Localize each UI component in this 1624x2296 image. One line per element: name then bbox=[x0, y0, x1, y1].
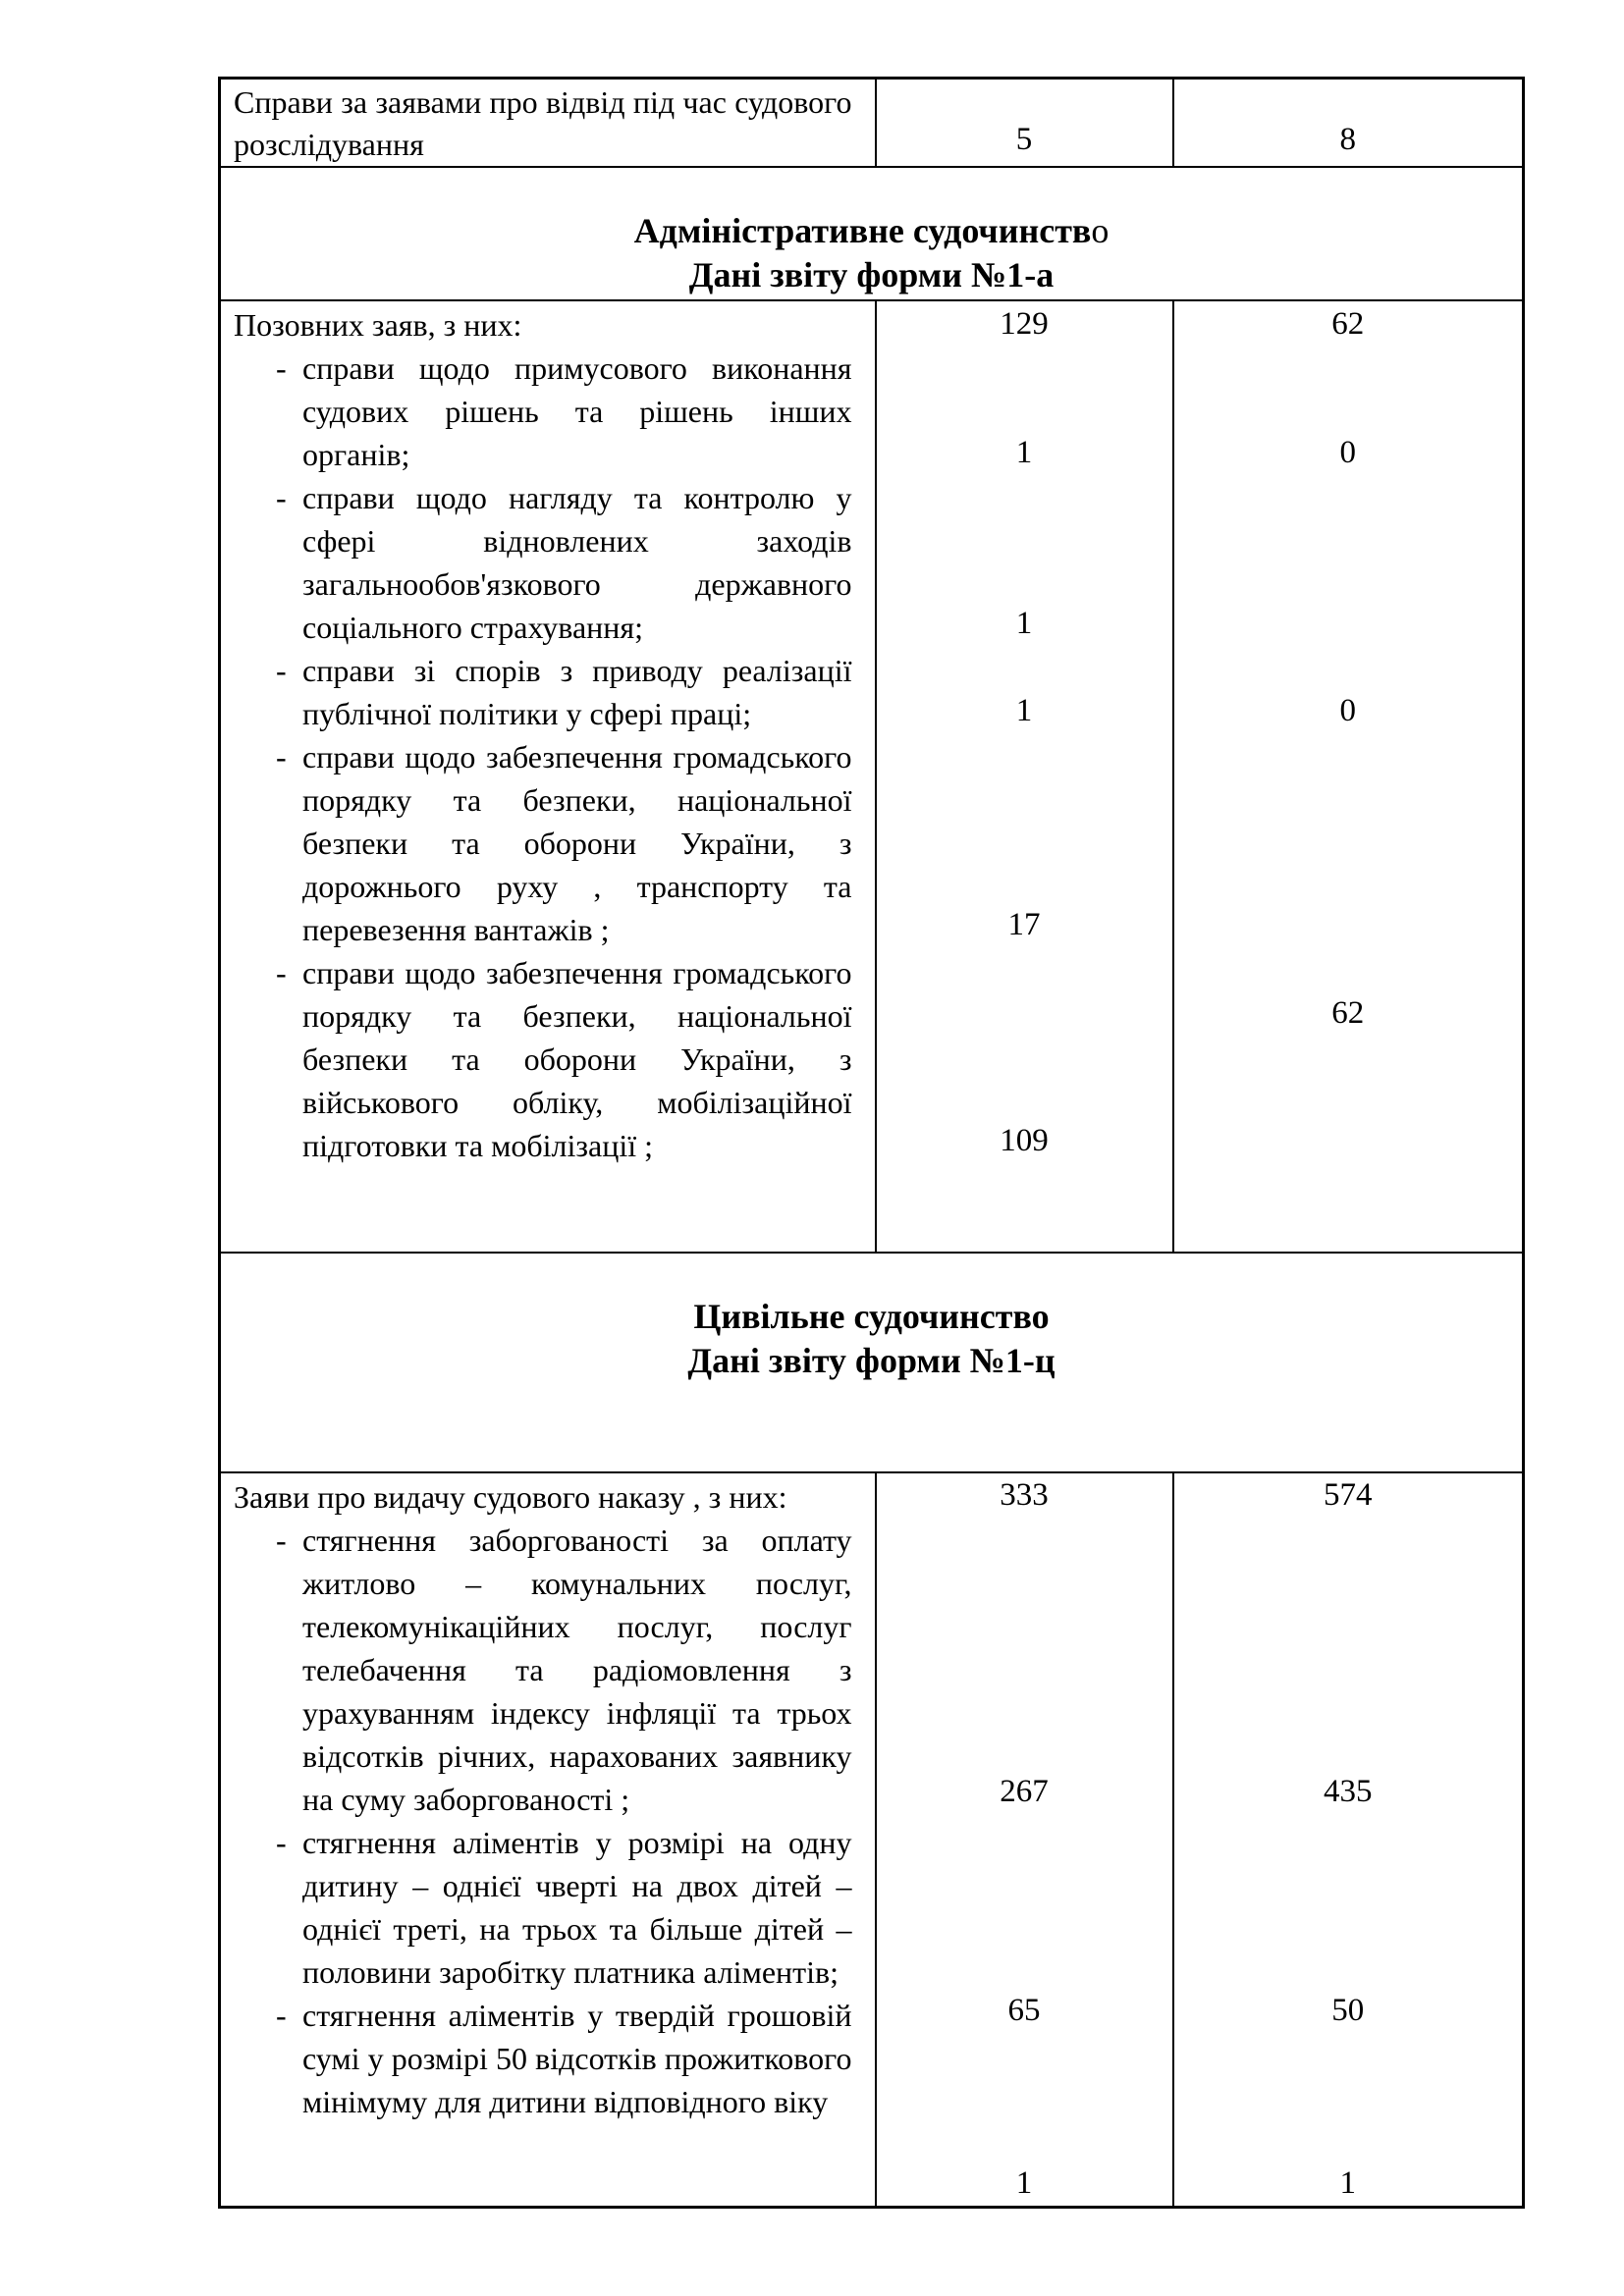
civil-header-cell bbox=[220, 1253, 1524, 1472]
list-dash-marker: - bbox=[276, 955, 287, 990]
list-dash-marker: - bbox=[276, 350, 287, 386]
list-dash-marker: - bbox=[276, 1998, 287, 2033]
list-dash-marker: - bbox=[276, 480, 287, 515]
table-row-recusal bbox=[220, 79, 1524, 168]
civil-values-col2 bbox=[876, 1472, 1173, 2207]
administrative-claims-intro: Позовних заяв, з них: bbox=[234, 307, 522, 343]
list-item bbox=[276, 347, 852, 476]
administrative-section-title bbox=[221, 209, 1522, 253]
value: 65 bbox=[1007, 1993, 1041, 2028]
list-item-text: справи щодо забезпечення громадського порядку та безпеки, національної безпеки та оборони України, з військового обліку, мобілізаційної підготовки та мобілізації ; bbox=[302, 955, 852, 1163]
value: 17 bbox=[1007, 907, 1041, 942]
value: 1 bbox=[1015, 606, 1033, 641]
value: 50 bbox=[1331, 1993, 1365, 2028]
list-item bbox=[276, 476, 852, 649]
value: 574 bbox=[1324, 1477, 1373, 1513]
list-item bbox=[276, 1821, 852, 1994]
list-dash-marker: - bbox=[276, 739, 287, 774]
recusal-value-col2: 5 bbox=[876, 79, 1173, 168]
table-row-administrative-claims bbox=[220, 300, 1524, 1253]
value: 62 bbox=[1331, 306, 1365, 342]
table-row-civil-orders bbox=[220, 1472, 1524, 2207]
civil-values-col3 bbox=[1173, 1472, 1524, 2207]
list-item bbox=[276, 735, 852, 951]
civil-orders-cell bbox=[220, 1472, 876, 2207]
administrative-values-col3 bbox=[1173, 300, 1524, 1253]
list-item bbox=[276, 1519, 852, 1821]
section-header-civil bbox=[220, 1253, 1524, 1472]
list-item-text: стягнення заборгованості за оплату житлово – комунальних послуг, телекомунікаційних послуг, послуг телебачення та радіомовлення з урахуванням індексу інфляції та трьох відсотків річних, нарахованих заявнику на суму заборгованості ; bbox=[302, 1522, 852, 1817]
administrative-form-subtitle: Дані звіту форми №1-а bbox=[688, 255, 1055, 294]
list-item-text: стягнення аліментів у розмірі на одну дитину – однієї чверті на двох дітей – однієї треті, на трьох та більше дітей – половини заробітку платника аліментів; bbox=[302, 1825, 852, 1990]
value: 62 bbox=[1331, 995, 1365, 1031]
recusal-value-col3: 8 bbox=[1173, 79, 1524, 168]
recusal-category-text: Справи за заявами про відвід під час судового розслідування bbox=[234, 84, 852, 162]
civil-section-title: Цивільне судочинство bbox=[693, 1297, 1050, 1336]
value: 333 bbox=[1000, 1477, 1049, 1513]
value: 1 bbox=[1015, 435, 1033, 470]
civil-orders-intro: Заяви про видачу судового наказу , з них: bbox=[234, 1479, 787, 1515]
value: 1 bbox=[1015, 693, 1033, 728]
recusal-category-cell bbox=[220, 79, 876, 168]
list-item-text: справи щодо нагляду та контролю у сфері відновлених заходів загальнообов'язкового державного соціального страхування; bbox=[302, 480, 852, 645]
list-item-text: стягнення аліментів у твердій грошовій сумі у розмірі 50 відсотків прожиткового мінімуму для дитини відповідного віку bbox=[302, 1998, 852, 2119]
value: 435 bbox=[1324, 1774, 1373, 1809]
list-dash-marker: - bbox=[276, 1825, 287, 1860]
list-item-text: справи зі спорів з приводу реалізації публічної політики у сфері праці; bbox=[302, 653, 852, 731]
section-header-administrative bbox=[220, 167, 1524, 300]
administrative-title-tail: о bbox=[1091, 211, 1110, 250]
value: 1 bbox=[1339, 2165, 1356, 2201]
list-item bbox=[276, 951, 852, 1167]
administrative-header-cell bbox=[220, 167, 1524, 300]
value: 0 bbox=[1339, 435, 1356, 470]
value: 129 bbox=[1000, 306, 1049, 342]
value: 109 bbox=[1000, 1123, 1049, 1158]
list-item-text: справи щодо примусового виконання судових рішень та рішень інших органів; bbox=[302, 350, 852, 472]
court-statistics-table bbox=[218, 77, 1525, 2209]
administrative-title-bold: Адміністративне судочинств bbox=[633, 211, 1092, 250]
list-item bbox=[276, 1994, 852, 2123]
list-dash-marker: - bbox=[276, 653, 287, 688]
list-dash-marker: - bbox=[276, 1522, 287, 1558]
value: 267 bbox=[1000, 1774, 1049, 1809]
civil-form-subtitle: Дані звіту форми №1-ц bbox=[687, 1341, 1056, 1380]
list-item bbox=[276, 649, 852, 735]
administrative-values-col2 bbox=[876, 300, 1173, 1253]
administrative-claims-cell bbox=[220, 300, 876, 1253]
value: 1 bbox=[1015, 2165, 1033, 2201]
list-item-text: справи щодо забезпечення громадського порядку та безпеки, національної безпеки та оборони України, з дорожнього руху , транспорту та перевезення вантажів ; bbox=[302, 739, 852, 947]
value: 0 bbox=[1339, 693, 1356, 728]
